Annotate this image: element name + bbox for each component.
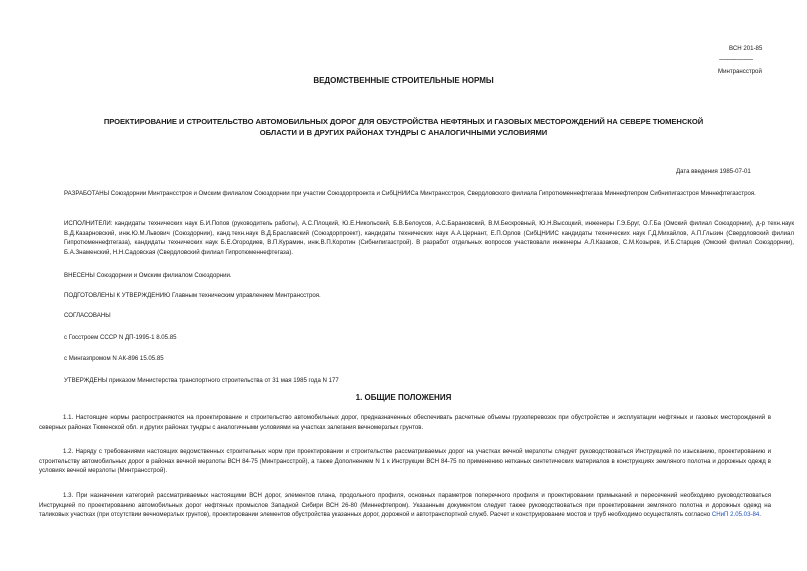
paragraph-1-3-end: . bbox=[759, 511, 761, 519]
document-title-line-1: ПРОЕКТИРОВАНИЕ И СТРОИТЕЛЬСТВО АВТОМОБИЛЬНЫХ ДОРОГ ДЛЯ ОБУСТРОЙСТВА НЕФТЯНЫХ И ГАЗОВЫХ МЕСТОРОЖДЕНИЙ НА СЕВЕРЕ ТЮМЕНСКОЙ bbox=[103, 117, 704, 126]
prepared-line: ПОДГОТОВЛЕНЫ К УТВЕРЖДЕНИЮ Главным техническим управлением Минтрансстроя. bbox=[64, 292, 321, 299]
agreed-mingazprom: с Мингазпромом N АК-896 15.05.85 bbox=[64, 355, 164, 362]
effective-date: Дата введения 1985-07-01 bbox=[676, 168, 751, 175]
paragraph-1-2-text: 1.2. Наряду с требованиями настоящих ведомственных строительных норм при проектировании и строительстве рассматриваемых дорог на участках вечной мерзлоты следует руководствоваться Инструкцией по изысканию, проектированию и строительству автомобильных дорог в районах вечной мерзлоты ВСН 84-75 (Минтрансстрой), а также Дополнением N 1 к Инструкции ВСН 84-75 по применению нетканых синтетических материалов в конструкциях земляного полотна и дорожных одежд в условиях вечной мерзлоты (Минтрансстрой). bbox=[39, 448, 771, 475]
heading: ВЕДОМСТВЕННЫЕ СТРОИТЕЛЬНЫЕ НОРМЫ bbox=[313, 76, 494, 85]
doc-code: ВСН 201-85 bbox=[729, 45, 763, 52]
snip-2-05-03-84-link[interactable]: СНиП 2.05.03-84 bbox=[711, 511, 760, 519]
executors-paragraph: ИСПОЛНИТЕЛИ: кандидаты технических наук Б.И.Попов (руководитель работы), А.С.Плоцкий, Ю.Е.Никольский, Б.В.Белоусов, А.С.Барановский, В.М.Бескровный, Ю.Н.Высоцкий, инженеры Г.Э.Бруг, О.Г.Ба (Омский филиал Союздорнии), д-р техн.наук В.Д.Казарновский, инж.Ю.М.Львович (Союздорнии), канд.техн.наук В.Д.Браславский (Союздорпроект), кандидаты технических наук А.А.Цернант, Е.П.Орлов (СибЦНИИС кандидаты технических наук Г.Д.Михайлов, А.П.Глызин (Свердловский филиал Гипротюменнефтегаза), кандидаты технических наук Б.Е.Огородиев, В.П.Курамин, инж.В.П.Коротин (Сибнипигазстрой). В разработ отдельных вопросов участвовали инженеры А.Л.Казаков, С.М.Козырев, И.Б.Старцев (Омский филиал Союздорнии), Б.А.Знаменский, Н.Н.Садовская (Свердловский филиал Гипротюменнефтегаза). bbox=[64, 220, 794, 256]
paragraph-1-3 bbox=[39, 491, 771, 520]
document-title-line-2: ОБЛАСТИ И В ДРУГИХ РАЙОНАХ ТУНДРЫ С АНАЛОГИЧНЫМИ УСЛОВИЯМИ bbox=[259, 128, 548, 137]
developed-paragraph: РАЗРАБОТАНЫ Союздорнии Минтрансстроя и Омским филиалом Союздорнии при участии Союздорпроекта и СибЦНИИСа Минтрансстроя, Свердловского филиала Гипротюменнефтегаза Миннефтепром Сибнипигазстроя Миннефтегазстроя. bbox=[64, 190, 756, 197]
agreed-label: СОГЛАСОВАНЫ bbox=[64, 312, 111, 319]
agreed-gosstroy: с Госстроем СССР N ДП-1995-1 8.05.85 bbox=[64, 334, 177, 341]
introduced-line: ВНЕСЕНЫ Союздорнии и Омским филиалом Союздорнии. bbox=[64, 272, 232, 279]
paragraph-1-1 bbox=[39, 413, 771, 432]
paragraph-1-3-text: 1.3. При назначении категорий рассматриваемых настоящими ВСН дорог, элементов плана, продольного профиля, основных параметров поперечного профиля и проектировании примыканий и пересечений необходимо руководствоваться Инструкцией по проектированию автомобильных дорог нефтяных промыслов Западной Сибири ВСН 26-80 (Миннефтепром). Указанным документом следует также руководствоваться при проектировании земляного полотна и дорожных одежд на таликовых участках (при отсутствии вечномерзлых грунтов), проектировании элементов обустройства указанных дорог, дорожной и автотранспортной служб. Расчет и конструирование мостов и труб необходимо осуществлять согласно bbox=[39, 492, 771, 519]
doc-code-separator: ---------------------- bbox=[719, 56, 753, 63]
paragraph-1-2 bbox=[39, 447, 771, 476]
section-1-title: 1. ОБЩИЕ ПОЛОЖЕНИЯ bbox=[355, 393, 452, 402]
issuer: Минтрансстрой bbox=[718, 68, 762, 75]
paragraph-1-1-text: 1.1. Настоящие нормы распространяются на проектирование и строительство автомобильных дорог, предназначенных обеспечивать расчетные объемы грузоперевозок при обустройстве и эксплуатации нефтяных и газовых месторождений в северных районах Тюменской обл. и других районах тундры с аналогичными условиями на участках залегания вечномерзлых грунтов. bbox=[39, 414, 771, 431]
approved-line: УТВЕРЖДЕНЫ приказом Министерства транспортного строительства от 31 мая 1985 года N 177 bbox=[64, 377, 339, 384]
